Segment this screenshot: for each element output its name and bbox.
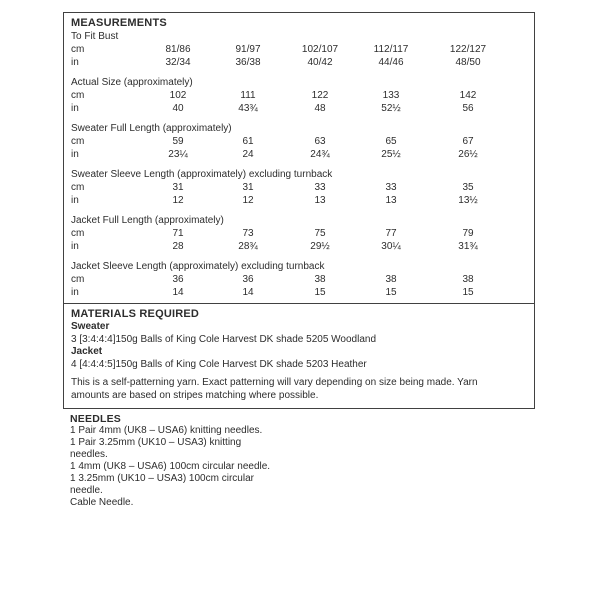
- materials-item-text: 3 [3:4:4:4]150g Balls of King Cole Harvest DK shade 5205 Woodland: [71, 333, 377, 345]
- measurement-value: 61: [242, 136, 254, 147]
- measurement-value: 102/107: [301, 44, 339, 55]
- measurement-value: 12: [242, 195, 254, 206]
- needles-line: 1 4mm (UK8 – USA6) 100cm circular needle.: [70, 461, 271, 472]
- measurement-value: 79: [462, 228, 474, 239]
- measurement-value: 12: [172, 195, 184, 206]
- measurement-value: 48/50: [455, 57, 481, 68]
- measurement-value: 35: [462, 182, 474, 193]
- measurement-value: 142: [459, 90, 477, 101]
- measurement-value: 75: [314, 228, 326, 239]
- measurement-group-label: Jacket Sleeve Length (approximately) excluding turnback: [71, 261, 325, 272]
- measurement-value: 15: [314, 287, 326, 298]
- needles-line: 1 Pair 4mm (UK8 – USA6) knitting needles.: [70, 425, 263, 436]
- materials-note: [71, 377, 530, 402]
- measurement-group-label: Jacket Full Length (approximately): [71, 215, 224, 226]
- measurement-value: 59: [172, 136, 184, 147]
- measurements-title: MEASUREMENTS: [71, 17, 167, 29]
- unit-label: cm: [71, 136, 85, 147]
- measurement-value: 24¾: [310, 149, 330, 160]
- measurement-value: 133: [382, 90, 400, 101]
- measurement-value: 36: [242, 274, 254, 285]
- unit-label: in: [71, 287, 79, 298]
- measurement-value: 44/46: [378, 57, 404, 68]
- measurement-value: 36/38: [235, 57, 261, 68]
- needles-line: needles.: [70, 449, 108, 460]
- unit-label: in: [71, 241, 79, 252]
- measurement-value: 28: [172, 241, 184, 252]
- measurement-value: 13: [385, 195, 397, 206]
- materials-item-heading: Jacket: [71, 346, 103, 357]
- measurement-value: 40: [172, 103, 184, 114]
- materials-note-line: amounts are based on stripes matching where possible.: [71, 389, 319, 401]
- unit-label: cm: [71, 274, 85, 285]
- materials-item-heading: Sweater: [71, 321, 110, 332]
- needles-title: NEEDLES: [70, 413, 121, 425]
- measurement-value: 91/97: [235, 44, 261, 55]
- measurement-value: 102: [169, 90, 187, 101]
- measurement-value: 65: [385, 136, 397, 147]
- measurement-value: 48: [314, 103, 326, 114]
- needles-line: Cable Needle.: [70, 497, 134, 508]
- needles-line: 1 Pair 3.25mm (UK10 – USA3) knitting: [70, 437, 242, 448]
- measurement-value: 31¾: [458, 241, 478, 252]
- unit-label: in: [71, 57, 79, 68]
- measurement-value: 56: [462, 103, 474, 114]
- measurement-value: 38: [385, 274, 397, 285]
- measurement-value: 111: [240, 90, 256, 101]
- measurement-value: 73: [242, 228, 254, 239]
- measurement-value: 31: [172, 182, 184, 193]
- measurement-group-label: Sweater Full Length (approximately): [71, 123, 232, 134]
- measurement-value: 14: [242, 287, 254, 298]
- measurement-value: 14: [172, 287, 184, 298]
- measurement-value: 122/127: [449, 44, 487, 55]
- pattern-info-box: [63, 12, 535, 409]
- measurement-value: 30¼: [381, 241, 401, 252]
- measurement-value: 13: [314, 195, 326, 206]
- measurement-value: 122: [311, 90, 329, 101]
- measurement-group-label: To Fit Bust: [71, 31, 119, 42]
- measurement-value: 32/34: [165, 57, 191, 68]
- unit-label: in: [71, 149, 79, 160]
- measurement-value: 81/86: [165, 44, 191, 55]
- measurement-value: 28¾: [238, 241, 258, 252]
- materials-section: [64, 304, 534, 408]
- needles-line: 1 3.25mm (UK10 – USA3) 100cm circular: [70, 473, 254, 484]
- unit-label: in: [71, 195, 79, 206]
- unit-label: cm: [71, 44, 85, 55]
- materials-item-text: 4 [4:4:4:5]150g Balls of King Cole Harvest DK shade 5203 Heather: [71, 358, 367, 370]
- unit-label: cm: [71, 90, 85, 101]
- measurement-value: 24: [242, 149, 254, 160]
- measurement-value: 43¾: [238, 103, 258, 114]
- measurement-value: 29½: [310, 241, 330, 252]
- needles-line: needle.: [70, 485, 103, 496]
- unit-label: cm: [71, 182, 85, 193]
- measurement-value: 40/42: [307, 57, 333, 68]
- materials-note-line: This is a self-patterning yarn. Exact patterning will vary depending on size being made. Yarn: [71, 377, 478, 388]
- unit-label: cm: [71, 228, 85, 239]
- measurement-value: 26½: [458, 149, 478, 160]
- measurement-value: 33: [314, 182, 326, 193]
- needles-list: [70, 425, 270, 509]
- needles-section: [70, 413, 270, 509]
- measurement-value: 112/117: [373, 44, 409, 55]
- measurements-table: [71, 30, 530, 299]
- unit-label: in: [71, 103, 79, 114]
- measurement-value: 25½: [381, 149, 401, 160]
- measurement-value: 71: [172, 228, 184, 239]
- measurement-value: 33: [385, 182, 397, 193]
- measurement-value: 13½: [458, 195, 478, 206]
- measurement-value: 52½: [381, 103, 401, 114]
- measurement-value: 77: [385, 228, 397, 239]
- measurement-group-label: Sweater Sleeve Length (approximately) excluding turnback: [71, 169, 333, 180]
- measurement-value: 23¼: [168, 149, 188, 160]
- measurement-value: 36: [172, 274, 184, 285]
- measurement-value: 67: [462, 136, 474, 147]
- measurement-value: 63: [314, 136, 326, 147]
- measurement-value: 38: [462, 274, 474, 285]
- measurement-group-label: Actual Size (approximately): [71, 77, 193, 88]
- measurement-value: 15: [462, 287, 474, 298]
- measurement-value: 31: [242, 182, 254, 193]
- measurement-value: 15: [385, 287, 397, 298]
- measurement-value: 38: [314, 274, 326, 285]
- measurements-section: [64, 13, 534, 304]
- materials-title: MATERIALS REQUIRED: [71, 308, 200, 320]
